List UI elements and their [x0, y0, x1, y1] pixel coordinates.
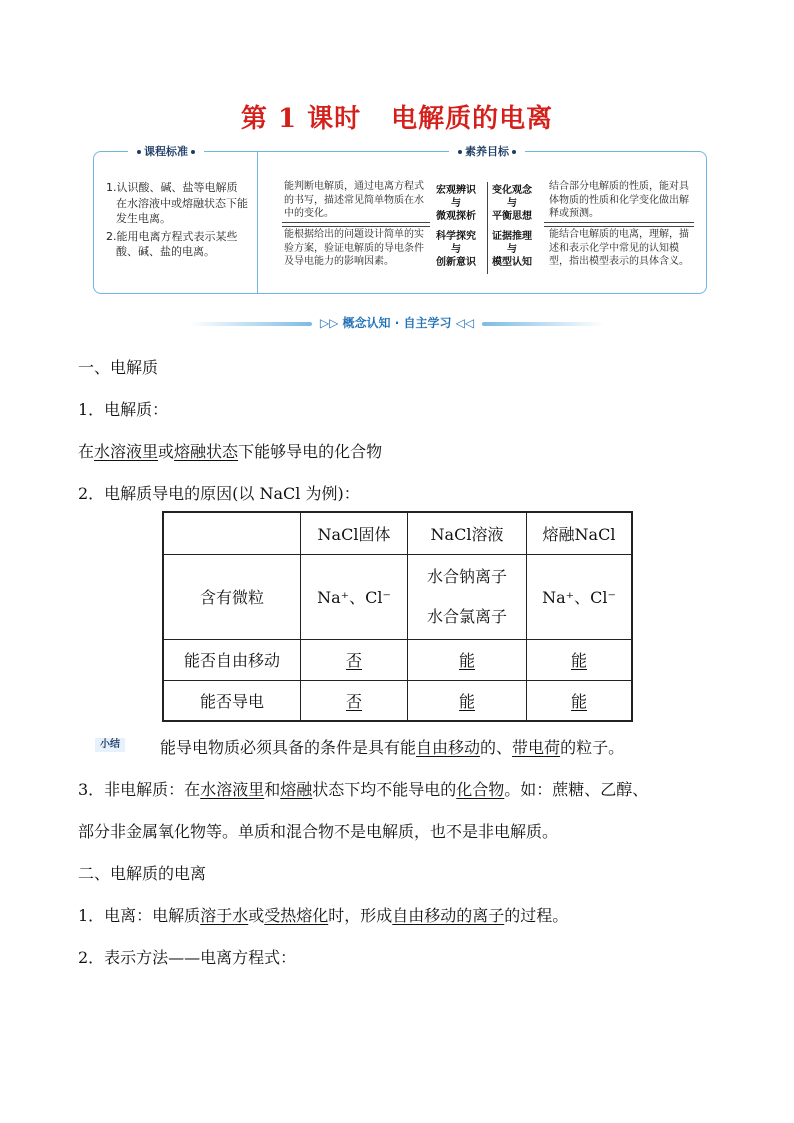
banner-arrow-icon: ▷▷: [319, 316, 343, 330]
conduction-table: [162, 511, 633, 722]
lesson-number: 第 1 课时: [240, 104, 362, 134]
banner-bar-left: [190, 322, 312, 326]
non-electrolyte-line-2: 部分非金属氧化物等。单质和混合物不是电解质，也不是非电解质。: [78, 822, 559, 841]
table-cell: 水合钠离子 水合氯离子: [408, 554, 527, 639]
section-banner: [190, 313, 604, 333]
standards-label: 课程标准: [128, 143, 204, 159]
badge-change-balance: 变化观念 与 平衡思想: [492, 185, 532, 222]
connector-line: [544, 222, 694, 223]
non-electrolyte-line: 3．非电解质：在水溶液里和熔融状态下均不能导电的化合物。如：蔗糖、乙醇、: [78, 780, 649, 799]
paragraph-label: 2．电解质导电的原因(以 NaCl 为例)：: [78, 484, 360, 503]
table-cell: 否: [301, 680, 408, 721]
table-row: [163, 554, 632, 639]
table-header-cell: NaCl溶液: [408, 512, 527, 554]
goals-label: 素养目标: [449, 143, 525, 159]
standards-list: [106, 180, 248, 262]
connector-line: [282, 222, 430, 223]
badge-evidence-model: 证据推理 与 模型认知: [492, 231, 532, 268]
connector-line: [544, 226, 694, 227]
section-banner-text: ▷▷ 概念认知 · 自主学习 ◁◁: [319, 316, 475, 330]
goal-text-left-top: 能判断电解质，通过电离方程式的书写，描述常见简单物质在水中的变化。: [284, 181, 424, 219]
paragraph-label: 2．表示方法——电离方程式：: [78, 948, 297, 967]
table-header-cell: 熔融NaCl: [527, 512, 633, 554]
box-divider: [257, 152, 258, 293]
goal-text-right-top: 结合部分电解质的性质，能对具体物质的性质和化学变化做出解释或预测。: [549, 181, 689, 219]
table-row: [163, 512, 632, 554]
table-cell: 能否自由移动: [163, 639, 301, 680]
table-cell: Na⁺、Cl⁻: [527, 554, 633, 639]
table-cell: 否: [301, 639, 408, 680]
standard-item: 2.能用电离方程式表示某些酸、碱、盐的电离。: [106, 229, 238, 258]
table-cell: Na⁺、Cl⁻: [301, 554, 408, 639]
table-cell: 能: [408, 680, 527, 721]
badge-macro-micro: 宏观辨识 与 微观探析: [436, 185, 476, 222]
section-heading: 二、电解质的电离: [78, 864, 207, 883]
section-heading: 一、电解质: [78, 358, 159, 377]
definition-line: 在水溶液里或熔融状态下能够导电的化合物: [78, 442, 383, 461]
table-cell: 含有微粒: [163, 554, 301, 639]
standard-item: 1.认识酸、碱、盐等电解质在水溶液中或熔融状态下能发生电离。: [106, 181, 248, 225]
table-cell: 能: [527, 680, 633, 721]
connector-line: [282, 226, 430, 227]
goal-text-right-bottom: 能结合电解质的电离，理解，描述和表示化学中常见的认知模型，指出模型表示的具体含义。: [549, 229, 689, 267]
paragraph-label: 1．电解质：: [78, 400, 169, 419]
banner-arrow-icon: ◁◁: [451, 316, 475, 330]
standards-goals-box: [93, 145, 707, 294]
goal-text-left-bottom: 能根据给出的问题设计简单的实验方案，验证电解质的导电条件及导电能力的影响因素。: [284, 229, 424, 267]
banner-bar-right: [482, 322, 604, 326]
table-row: [163, 639, 632, 680]
table-cell: 能: [527, 639, 633, 680]
table-cell: 能: [408, 639, 527, 680]
ionization-line: 1．电离：电解质溶于水或受热熔化时，形成自由移动的离子的过程。: [78, 906, 569, 925]
page-title: [0, 98, 794, 135]
table-header-cell: [163, 512, 301, 554]
summary-line: 能导电物质必须具备的条件是具有能自由移动的、带电荷的粒子。: [160, 738, 625, 757]
summary-tag: 小结: [95, 738, 125, 752]
badge-inquiry-innovation: 科学探究 与 创新意识: [436, 231, 476, 268]
table-header-cell: NaCl固体: [301, 512, 408, 554]
lesson-topic: 电解质的电离: [391, 104, 554, 134]
table-row: [163, 680, 632, 721]
table-cell: 能否导电: [163, 680, 301, 721]
